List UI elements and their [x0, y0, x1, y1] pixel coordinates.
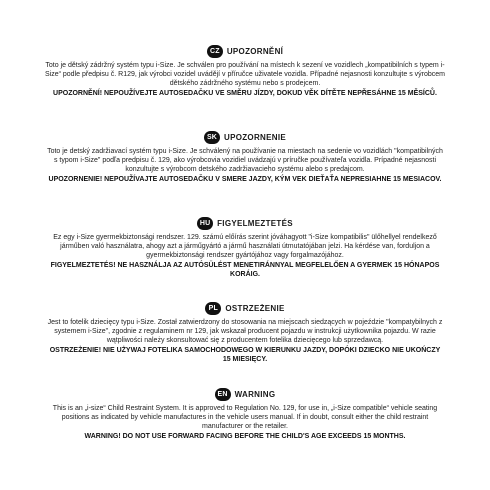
- section-title: UPOZORNENIE: [224, 132, 286, 142]
- section-en: [0, 386, 490, 441]
- section-title: OSTRZEŻENIE: [225, 303, 285, 313]
- section-header: [0, 386, 490, 402]
- language-badge: CZ: [207, 45, 223, 58]
- section-title: UPOZORNĚNÍ: [226, 46, 284, 56]
- section-title: WARNING: [234, 389, 276, 399]
- section-header: [0, 300, 490, 316]
- language-badge: SK: [204, 131, 220, 144]
- section-title: FIGYELMEZTETÉS: [217, 218, 293, 228]
- language-badge: EN: [215, 388, 231, 401]
- section-warning: FIGYELMEZTETÉS! NE HASZNÁLJA AZ AUTÓSÜLÉST MENETIRÁNNYAL MEGFELELŐEN A GYERMEK 15 HÓNAPOS KORÁIG.: [50, 262, 440, 278]
- section-cz: [0, 43, 490, 98]
- section-body: Toto je dětský zádržný systém typu i-Size. Je schválen pro používání na místech k sezení ve vozidlech „kompatibilních s typem i-Size“ podle předpisu č. R129, jak výrobci vozidel uvádějí v příručce uživatele vozidla. Případné nejasnosti konzultujte s výrobcem dětského zádržného systému nebo s prodejcem.: [45, 62, 445, 87]
- section-pl: [0, 300, 490, 364]
- section-warning: UPOZORNĚNÍ! NEPOUŽÍVEJTE AUTOSEDAČKU VE SMĚRU JÍZDY, DOKUD VĚK DÍTĚTE NEPŘESÁHNE 15 MĚSÍCŮ.: [53, 90, 437, 97]
- section-header: [0, 215, 490, 231]
- section-sk: [0, 129, 490, 184]
- section-header: [0, 43, 490, 59]
- section-hu: [0, 215, 490, 279]
- section-body: This is an „i-size“ Child Restraint System. It is approved to Regulation No. 129, for use in, „i-Size compatible“ vehicle seating positions as indicated by vehicle manufactures in the vehicle users manual. If in doubt, consult either the child restraint manufacturer or the retailer.: [52, 405, 438, 430]
- section-header: [0, 129, 490, 145]
- section-warning: OSTRZEŻENIE! NIE UŻYWAJ FOTELIKA SAMOCHODOWEGO W KIERUNKU JAZDY, DOPÓKI DZIECKO NIE UKOŃCZY 15 MIESIĘCY.: [49, 347, 441, 363]
- section-body: Toto je detský zadržiavací systém typu i-Size. Je schválený na používanie na miestach na sedenie vo vozidlách "kompatibilných s typom i-Size" podľa predpisu č. 129, ako výrobcovia vozidiel uvádzajú v príručke používateľa vozidla. Prípadné nejasnosti konzultujte s výrobcom detského zadržiavacieho systému alebo s predajcom.: [47, 148, 443, 173]
- language-badge: HU: [197, 217, 213, 230]
- language-badge: PL: [205, 302, 221, 315]
- section-body: Jest to fotelik dziecięcy typu i-Size. Został zatwierdzony do stosowania na miejscach siedzących w pojeździe "kompatybilnych z systemem i-Size", zgodnie z regulaminem nr 129, jak wskazał producent pojazdu w instrukcji użytkownika pojazdu. W razie wątpliwości należy skonsultować się z producentem fotelika dziecięcego lub sprzedawcą.: [47, 319, 443, 344]
- section-body: Ez egy i-Size gyermekbiztonsági rendszer. 129. számú előírás szerint jóváhagyott "i-Size kompatibilis" ülőhellyel rendelkező járműben való használatra, ahogy azt a járműgyártó a jármű használati útmutatójában jelzi. Ha kérdése van, forduljon a gyermekbiztonsági rendszer gyártójához vagy forgalmazójához.: [53, 234, 437, 259]
- section-warning: WARNING! DO NOT USE FORWARD FACING BEFORE THE CHILD'S AGE EXCEEDS 15 MONTHS.: [84, 433, 406, 440]
- section-warning: UPOZORNENIE! NEPOUŽÍVAJTE AUTOSEDAČKU V SMERE JAZDY, KÝM VEK DIEŤAŤA NEPRESIAHNE 15 MESIACOV.: [48, 176, 442, 183]
